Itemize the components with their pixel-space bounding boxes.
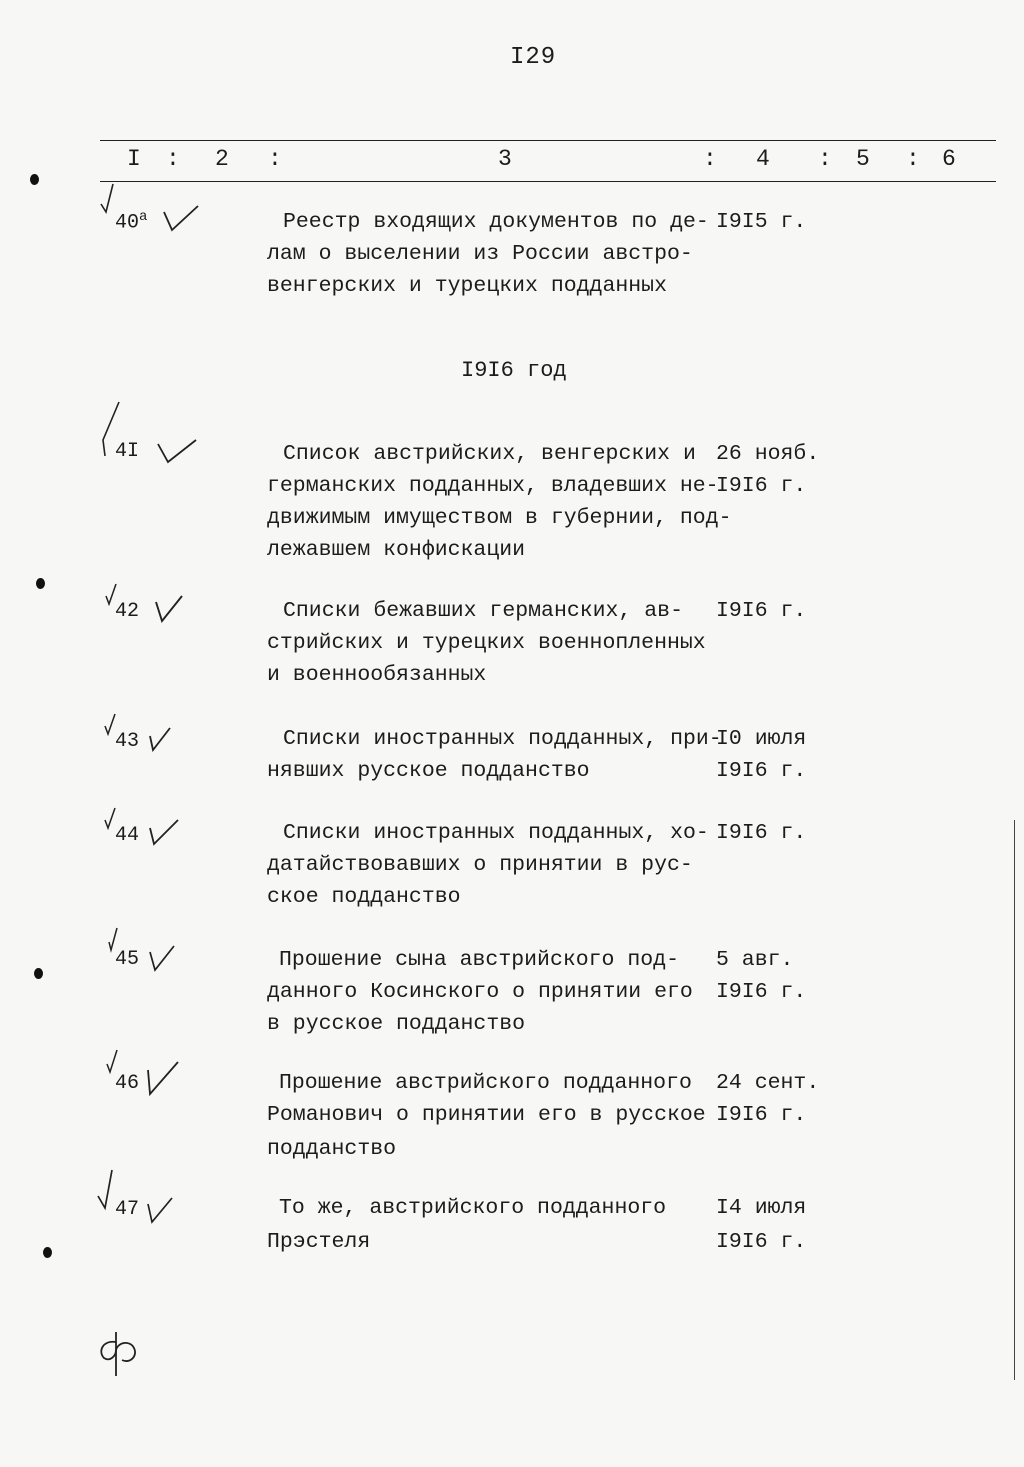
entry-text-line: Прошение сына австрийского под- (279, 948, 679, 972)
entry-number: 42 (115, 600, 140, 623)
entry-text-line: стрийских и турецких военнопленных (267, 631, 706, 655)
page-number: I29 (510, 44, 557, 71)
column-header-4: 4 (756, 146, 770, 172)
entry-text-line: и военнообязанных (267, 663, 487, 687)
handwritten-check-icon (148, 818, 180, 846)
entry-number: $40^а$ (115, 209, 148, 235)
column-separator: : (818, 146, 832, 172)
entry-number: 47 (115, 1198, 140, 1221)
page-edge-shadow (1014, 820, 1015, 1380)
entry-text-line: движимым имуществом в губернии, под- (267, 506, 732, 530)
margin-dot (34, 968, 43, 979)
entry-text-line: нявших русское подданство (267, 759, 590, 783)
entry-text-line: в русское подданство (267, 1012, 526, 1036)
handwritten-check-icon (162, 204, 202, 234)
column-header-6: 6 (942, 146, 956, 172)
header-top-rule (100, 140, 996, 141)
entry-date-line: I0 июля (716, 727, 807, 751)
entry-date-line: I9I6 г. (716, 980, 807, 1004)
entry-text-line: германских подданных, владевших не- (267, 474, 719, 498)
entry-text-line: датайствовавших о принятии в рус- (267, 853, 693, 877)
entry-number: 44 (115, 824, 140, 847)
entry-text-line: венгерских и турецких подданных (267, 274, 667, 298)
entry-date-line: 24 сент. (716, 1071, 820, 1095)
handwritten-check-icon (148, 726, 172, 752)
margin-dot (43, 1247, 52, 1258)
handwritten-check-icon (154, 594, 184, 624)
entry-date-line: I9I6 г. (716, 1230, 807, 1254)
entry-text-line: Список австрийских, венгерских и (283, 442, 696, 466)
entry-text-line: Реестр входящих документов по де- (283, 210, 709, 234)
entry-text-line: Списки иностранных подданных, при- (283, 727, 722, 751)
entry-date-line: I9I6 г. (716, 821, 807, 845)
handwritten-check-icon (148, 944, 176, 972)
entry-text-line: подданство (267, 1137, 397, 1161)
year-heading: I9I6 год (461, 358, 567, 383)
entry-date-line: I4 июля (716, 1196, 807, 1220)
column-separator: : (906, 146, 920, 172)
entry-text-line: Прошение австрийского подданного (279, 1071, 692, 1095)
column-header-3: 3 (498, 146, 512, 172)
entry-number: 45 (115, 948, 140, 971)
entry-text-line: Прэстеля (267, 1230, 371, 1254)
entry-text-line: ское подданство (267, 885, 461, 909)
entry-text-line: Списки иностранных подданных, хо- (283, 821, 709, 845)
entry-date-line: I9I6 г. (716, 599, 807, 623)
handwritten-check-icon (144, 1060, 180, 1096)
entry-date-line: I9I6 г. (716, 474, 807, 498)
entry-date-line: 5 авг. (716, 948, 794, 972)
entry-number: 43 (115, 730, 140, 753)
entry-text-line: Списки бежавших германских, ав- (283, 599, 683, 623)
entry-text-line: Романович о принятии его в русское (267, 1103, 706, 1127)
entry-text-line: лам о выселении из России австро- (267, 242, 693, 266)
column-separator: : (703, 146, 717, 172)
handwritten-check-icon (146, 1196, 174, 1224)
column-header-5: 5 (856, 146, 870, 172)
entry-number: 46 (115, 1072, 140, 1095)
column-header-1: I (127, 146, 141, 172)
entry-text-line: То же, австрийского подданного (279, 1196, 667, 1220)
entry-date-line: I9I6 г. (716, 1103, 807, 1127)
margin-dot (30, 174, 39, 185)
entry-text-line: лежавшем конфискации (267, 538, 526, 562)
entry-text-line: данного Косинского о принятии его (267, 980, 693, 1004)
column-separator: : (166, 146, 180, 172)
margin-dot (36, 578, 45, 589)
entry-number: 4I (115, 440, 140, 463)
handwritten-check-icon (156, 438, 198, 466)
column-header-2: 2 (215, 146, 229, 172)
header-bottom-rule (100, 181, 996, 182)
entry-date-line: 26 нояб. (716, 442, 820, 466)
entry-date-line: I9I5 г. (716, 210, 807, 234)
handwritten-folio-mark-icon (96, 1330, 140, 1378)
column-separator: : (268, 146, 282, 172)
entry-date-line: I9I6 г. (716, 759, 807, 783)
